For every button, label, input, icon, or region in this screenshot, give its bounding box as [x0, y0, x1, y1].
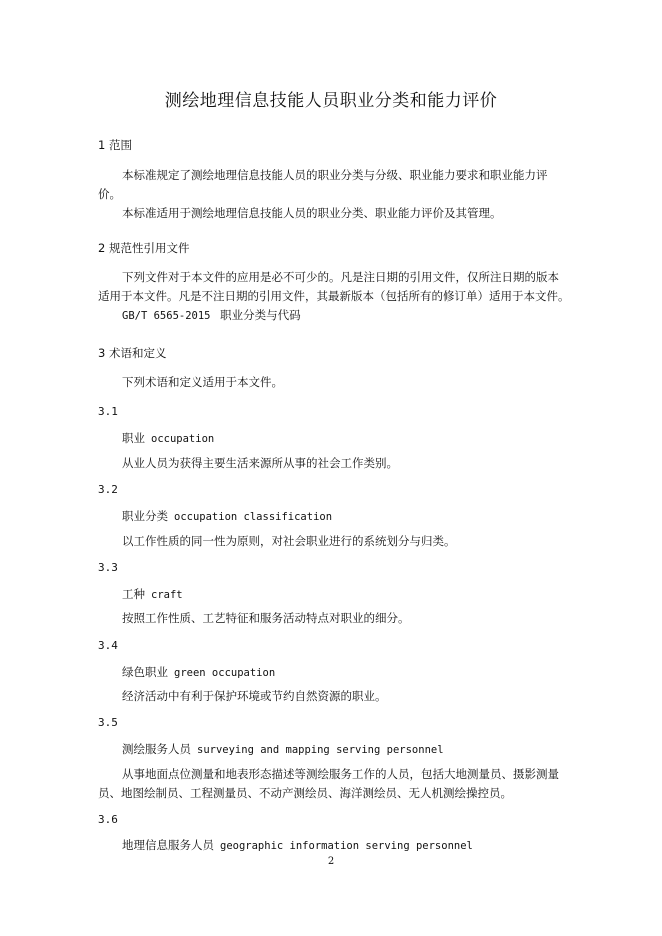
- section-3-heading: 3 术语和定义: [98, 346, 167, 360]
- term-definition: 以工作性质的同一性为原则，对社会职业进行的系统划分与归类。: [122, 534, 456, 548]
- clause-number: 3.6: [98, 813, 118, 826]
- section-1-paragraph-1: 本标准规定了测绘地理信息技能人员的职业分类与分级、职业能力要求和职业能力评价。: [98, 168, 548, 201]
- page-number: 2: [327, 856, 335, 867]
- term-zh: 地理信息服务人员: [122, 838, 214, 852]
- term-zh: 工种: [122, 587, 145, 601]
- section-2-heading: 2 规范性引用文件: [98, 241, 190, 255]
- normative-reference: [122, 306, 301, 326]
- term-en: occupation: [151, 433, 215, 445]
- term-definition: 从业人员为获得主要生活来源所从事的社会工作类别。: [122, 456, 398, 470]
- reference-code: GB/T 6565-2015: [122, 310, 211, 322]
- term-definition: 经济活动中有利于保护环境或节约自然资源的职业。: [122, 689, 387, 703]
- section-1-heading: 1 范围: [98, 138, 132, 152]
- term-en: occupation classification: [174, 511, 333, 523]
- term-definition: 按照工作性质、工艺特征和服务活动特点对职业的细分。: [122, 611, 410, 625]
- section-2-paragraph-1: 下列文件对于本文件的应用是必不可少的。凡是注日期的引用文件，仅所注日期的版本适用于本文件。凡是不注日期的引用文件，其最新版本（包括所有的修订单）适用于本文件。: [98, 270, 570, 303]
- section-1-paragraph-2: 本标准适用于测绘地理信息技能人员的职业分类、职业能力评价及其管理。: [122, 206, 502, 220]
- clause-number: 3.4: [98, 639, 118, 652]
- term-entry: [122, 664, 275, 680]
- term-zh: 测绘服务人员: [122, 742, 191, 756]
- clause-number: 3.5: [98, 716, 118, 729]
- term-en: geographic information serving personnel: [220, 840, 473, 852]
- clause-number: 3.2: [98, 483, 118, 496]
- term-en: craft: [151, 589, 183, 601]
- section-3-intro: 下列术语和定义适用于本文件。: [122, 375, 283, 389]
- term-en: green occupation: [174, 667, 276, 679]
- term-entry: [122, 837, 473, 853]
- term-entry: [122, 586, 183, 602]
- clause-number: 3.3: [98, 561, 118, 574]
- clause-number: 3.1: [98, 405, 118, 418]
- term-en: surveying and mapping serving personnel: [197, 744, 444, 756]
- document-title: 测绘地理信息技能人员职业分类和能力评价: [164, 91, 498, 111]
- term-zh: 职业分类: [122, 509, 168, 523]
- term-zh: 绿色职业: [122, 665, 168, 679]
- reference-title: 职业分类与代码: [220, 308, 301, 322]
- term-definition: 从事地面点位测量和地表形态描述等测绘服务工作的人员，包括大地测量员、摄影测量员、地图绘制员、工程测量员、不动产测绘员、海洋测绘员、无人机测绘操控员。: [98, 767, 559, 800]
- term-entry: [122, 741, 444, 757]
- term-zh: 职业: [122, 431, 145, 445]
- term-entry: [122, 430, 214, 446]
- term-entry: [122, 508, 332, 524]
